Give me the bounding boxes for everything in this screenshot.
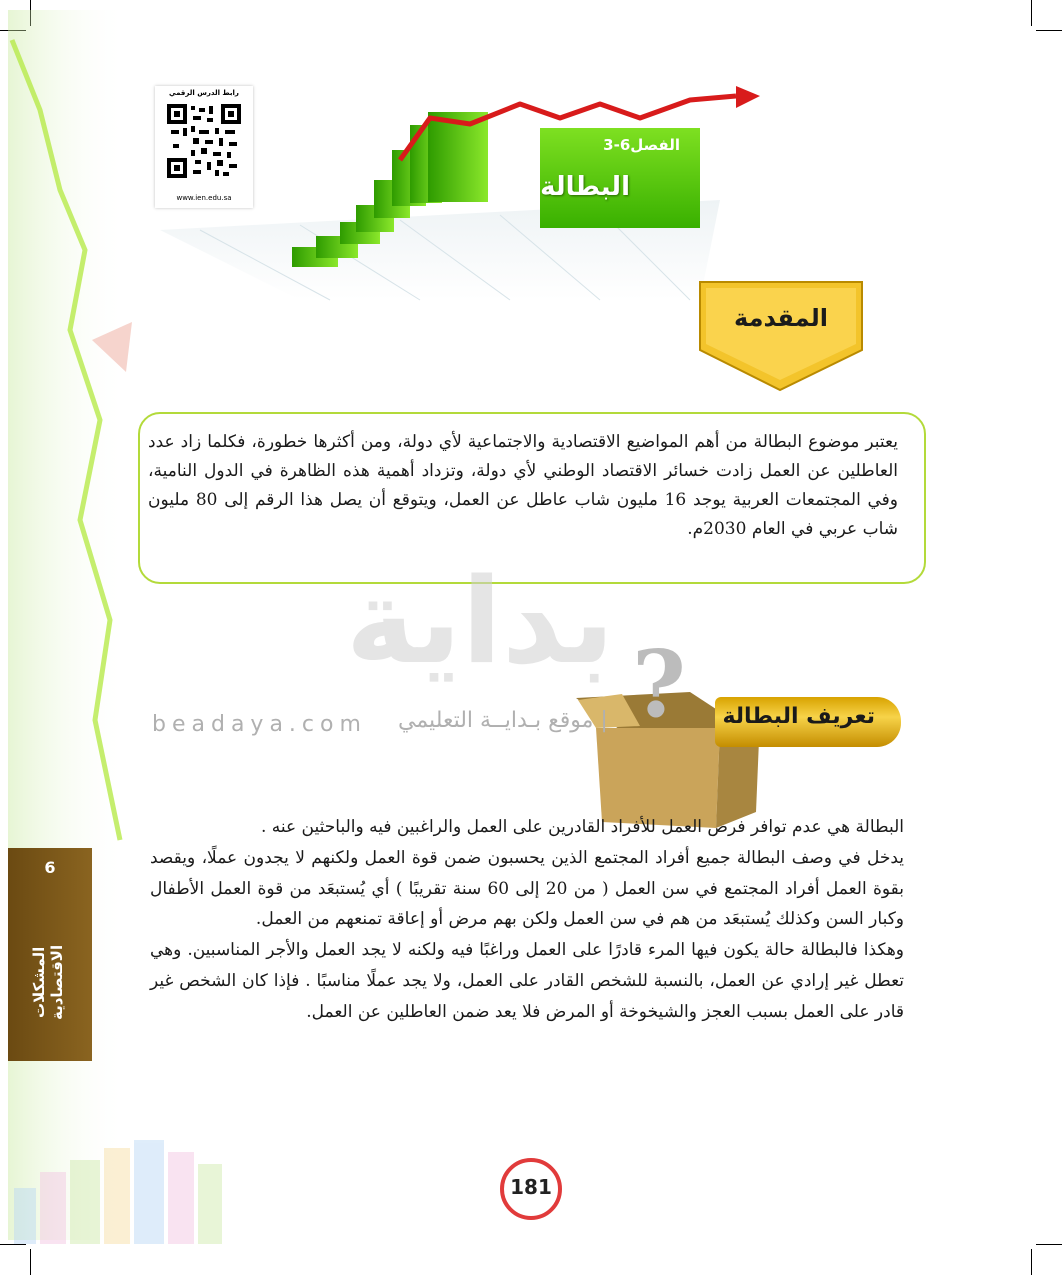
chapter-title: البطالة <box>540 172 630 202</box>
page-number: 181 <box>510 1175 552 1199</box>
unit-side-tab <box>8 848 92 1061</box>
unit-label: المشكلات الاقتصادية <box>30 944 66 1020</box>
definition-heading: تعريف البطالة <box>722 704 875 729</box>
definition-paragraph: وهكذا فالبطالة حالة يكون فيها المرء قادرًا على العمل وراغبًا فيه ولكنه لا يجد العمل والأجر المناسبين. وهي تعطل غير إرادي عن العمل، بالنسبة للشخص القادر على العمل، ولا يجد عملًا مناسبًا . فإذا كان الشخص غير قادر على العمل بسبب العجز والشيخوخة أو المرض فلا يعد ضمن العاطلين عن العمل. <box>150 940 905 1022</box>
intro-paragraph: يعتبر موضوع البطالة من أهم المواضيع الاقتصادية والاجتماعية لأي دولة، ومن أكثرها خطورة، فكلما زاد عدد العاطلين عن العمل زادت خسائر الاقتصاد الوطني لأي دولة، وتزداد أهمية هذه الظاهرة في الدول النامية، وفي المجتمعات العربية يوجد 16 مليون شاب عاطل عن العمل، ويتوقع أن يصل هذا الرقم إلى 80 مليون شاب عربي في العام 2030م. <box>148 432 899 539</box>
unit-number: 6 <box>44 858 56 877</box>
watermark-url: beadaya.com <box>152 712 367 737</box>
page-number-badge <box>500 1158 562 1220</box>
watermark-site-name: | موقع بـدايــة التعليمي <box>398 708 608 733</box>
qr-code-card[interactable] <box>155 86 253 208</box>
chapter-label: الفصل6-3 <box>603 136 680 154</box>
definition-body <box>150 812 904 1028</box>
qr-url: www.ien.edu.sa <box>176 194 232 202</box>
svg-text:?: ? <box>632 630 686 738</box>
watermark-logo-text: بداية <box>345 552 615 690</box>
definition-paragraph: البطالة هي عدم توافر فرص العمل للأفراد القادرين على العمل والراغبين فيه والباحثين عنه . <box>260 817 904 837</box>
qr-caption: رابط الدرس الرقمي <box>169 89 239 97</box>
intro-heading: المقدمة <box>734 304 828 332</box>
chapter-banner <box>540 128 700 228</box>
definition-paragraph: يدخل في وصف البطالة جميع أفراد المجتمع الذين يحسبون ضمن قوة العمل ولكنهم لا يجدون عملًا، ويقصد بقوة العمل أفراد المجتمع في سن العمل ( من 20 إلى 60 سنة تقريبًا ) أي يُستبعَد من قوة العمل الأطفال وكبار السن وكذلك يُستبعَد من هم في سن العمل ولكن بهم مرض أو إعاقة تمنعهم من العمل. <box>150 847 904 930</box>
qr-code-icon <box>167 104 241 178</box>
